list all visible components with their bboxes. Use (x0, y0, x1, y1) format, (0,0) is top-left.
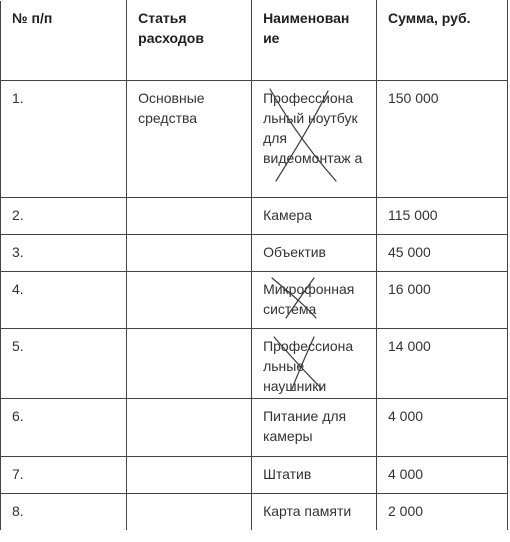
table-body (1, 81, 508, 531)
row-name: Штатив (252, 457, 377, 494)
row-name: Карта памяти (252, 494, 377, 531)
row-name: Питание для камеры (252, 399, 377, 457)
row-sum: 4 000 (376, 399, 507, 457)
row-sum: 115 000 (376, 198, 507, 235)
row-name: Объектив (252, 235, 377, 272)
row-name: Профессиона льный ноутбук для видеомонтаж а (263, 90, 363, 166)
table-header (1, 1, 508, 81)
row-sum: 4 000 (376, 457, 507, 494)
row-num: 7. (1, 457, 127, 494)
row-category (127, 235, 252, 272)
table-row (1, 198, 508, 235)
row-sum: 150 000 (376, 81, 507, 198)
row-category (127, 198, 252, 235)
header-row (1, 1, 508, 81)
row-name-cell (252, 81, 377, 198)
row-num: 4. (1, 272, 127, 329)
header-category: Статья расходов (127, 1, 252, 81)
table-row (1, 235, 508, 272)
row-category (127, 329, 252, 399)
row-sum: 45 000 (376, 235, 507, 272)
row-category: Основные средства (127, 81, 252, 198)
row-num: 1. (1, 81, 127, 198)
row-category (127, 457, 252, 494)
row-category (127, 399, 252, 457)
row-category (127, 494, 252, 531)
row-sum: 2 000 (376, 494, 507, 531)
header-num: № п/п (1, 1, 127, 81)
row-sum: 14 000 (376, 329, 507, 399)
row-name-cell (252, 272, 377, 329)
table-row (1, 494, 508, 531)
table-row (1, 457, 508, 494)
row-name: Микрофонная система (263, 281, 355, 317)
row-name: Камера (252, 198, 377, 235)
table-row (1, 81, 508, 198)
table-row (1, 399, 508, 457)
row-num: 5. (1, 329, 127, 399)
table-row (1, 329, 508, 399)
row-num: 3. (1, 235, 127, 272)
row-name: Профессиона льные наушники (263, 338, 354, 394)
row-category (127, 272, 252, 329)
row-sum: 16 000 (376, 272, 507, 329)
header-sum: Сумма, руб. (376, 1, 507, 81)
row-num: 2. (1, 198, 127, 235)
table-row (1, 272, 508, 329)
row-num: 6. (1, 399, 127, 457)
row-num: 8. (1, 494, 127, 531)
header-name: Наименован ие (252, 1, 377, 81)
row-name-cell (252, 329, 377, 399)
